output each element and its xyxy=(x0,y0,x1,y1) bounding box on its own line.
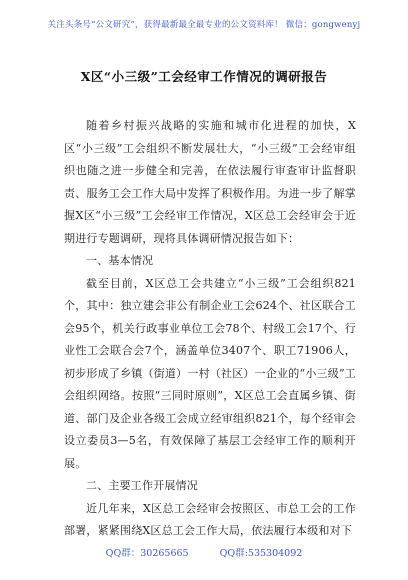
section-heading-basic: 一、基本情况 xyxy=(86,254,154,267)
work-paragraph: 近几年来，X区总工会经审会按照区、市总工会的工作部署，紧紧围绕X区总工会工作大局，依法履行本级和对下 xyxy=(64,501,356,537)
qq-group-1: QQ群：30265665 xyxy=(105,548,189,559)
basic-situation-paragraph: 截至目前，X区总工会共建立“小三级”工会组织821个，其中：独立建会非公有制企业工会624个、社区联合工会95个，机关行政事业单位工会78个、村级工会17个、行业性工会联合会7个，涵盖单位3407个、职工71906人，初步形成了乡镇（街道）一村（社区）一企业的“小三级”工会组织网络。按照“三同时原则”，X区总工会直属乡镇、街道、部门及企业各级工会成立经审组织821个，每个经审会设立委员3—5名，有效保障了基层工会经审工作的顺利开展。 xyxy=(64,276,356,470)
footer-contacts xyxy=(0,545,408,559)
promo-header: 关注头条号“公文研究”，获得最新最全最专业的公文资料库！ 微信：gongwenyj xyxy=(47,20,361,30)
document-body xyxy=(64,115,356,543)
qq-group-2: QQ群:535304092 xyxy=(219,548,303,559)
section-heading-work: 二、主要工作开展情况 xyxy=(86,479,198,492)
intro-paragraph: 随着乡村振兴战略的实施和城市化进程的加快，X区“小三级”工会组织不断发展壮大，“小三级”工会经审组织也随之进一步健全和完善，在依法履行审查审计监督职责、服务工会工作大局中发挥了积极作用。为进一步了解掌握X区“小三级”工会经审工作情况，X区总工会经审会于近期进行专题调研，现将具体调研情况报告如下： xyxy=(64,119,356,245)
document-title: X区“小三级”工会经审工作情况的调研报告 xyxy=(80,69,328,84)
